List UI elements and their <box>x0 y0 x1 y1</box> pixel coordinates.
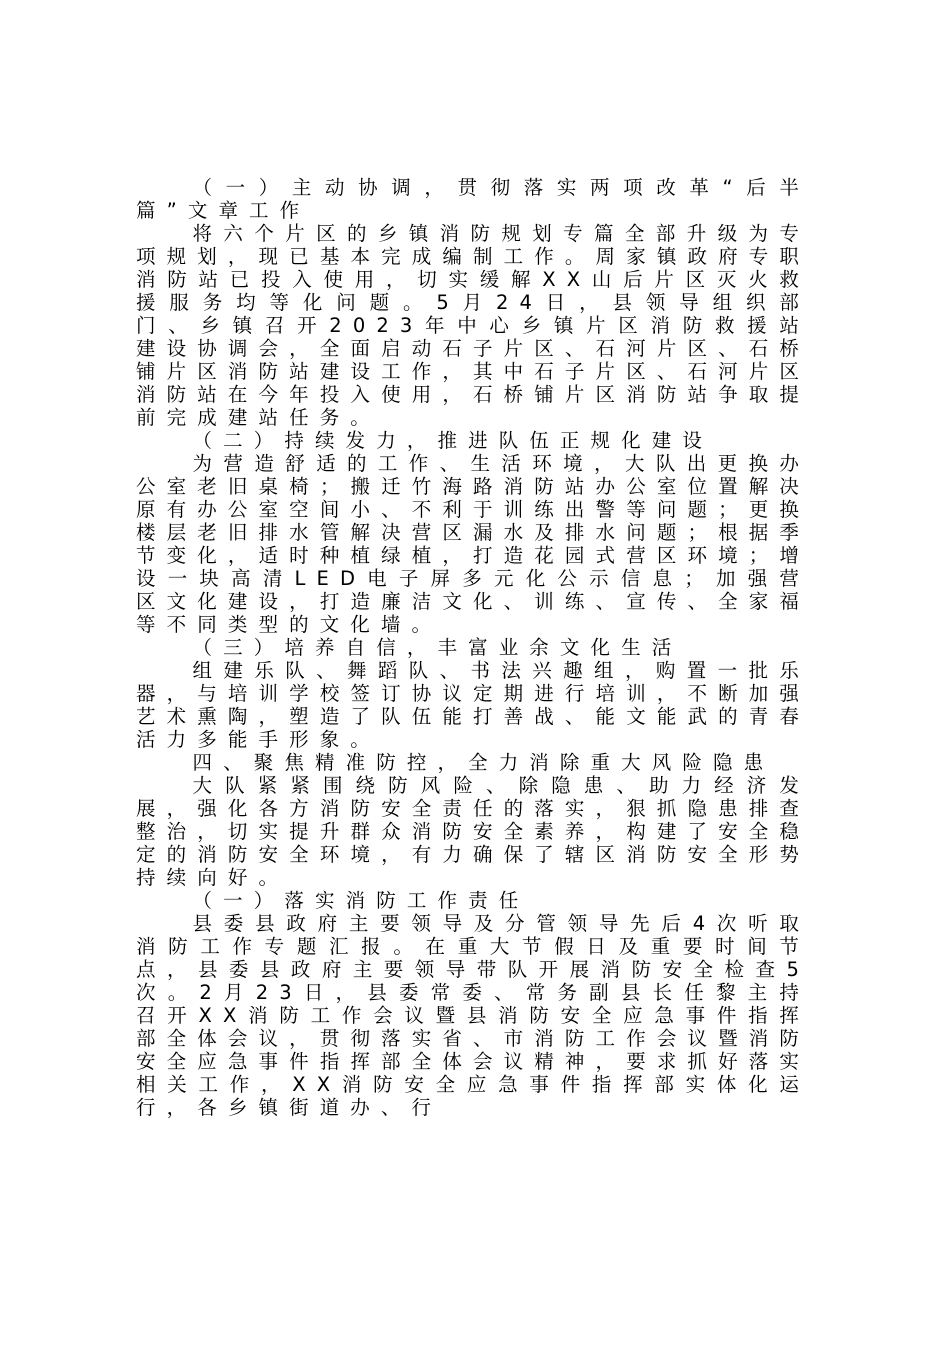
body-paragraph-1: 将六个片区的乡镇消防规划专篇全部升级为专项规划，现已基本完成编制工作。周家镇政府专职消防站已投入使用，切实缓解XX山后片区灭火救援服务均等化问题。5月24日，县领导组织部门、乡镇召开2023年中心乡镇片区消防救援站建设协调会，全面启动石子片区、石河片区、石桥铺片区消防站建设工作，其中石子片区、石河片区消防站在今年投入使用，石桥铺片区消防站争取提前完成建站任务。 <box>136 222 810 429</box>
section-heading-2: （二）持续发力，推进队伍正规化建设 <box>192 429 714 452</box>
section-heading-5: （一）落实消防工作责任 <box>192 889 530 912</box>
section-heading-1: （一）主动协调，贯彻落实两项改革“后半篇”文章工作 <box>136 176 810 222</box>
section-heading-4: 四、聚焦精准防控，全力消除重大风险隐患 <box>192 751 775 774</box>
document-page <box>136 176 810 1119</box>
body-paragraph-3: 组建乐队、舞蹈队、书法兴趣组，购置一批乐器，与培训学校签订协议定期进行培训，不断加强艺术熏陶，塑造了队伍能打善战、能文能武的青春活力多能手形象。 <box>136 659 810 751</box>
body-paragraph-2: 为营造舒适的工作、生活环境，大队出更换办公室老旧桌椅；搬迁竹海路消防站办公室位置解决原有办公室空间小、不利于训练出警等问题；更换楼层老旧排水管解决营区漏水及排水问题；根据季节变化，适时种植绿植，打造花园式营区环境；增设一块高清LED电子屏多元化公示信息；加强营区文化建设，打造廉洁文化、训练、宣传、全家福等不同类型的文化墙。 <box>136 452 810 636</box>
body-paragraph-4: 大队紧紧围绕防风险、除隐患、助力经济发展，强化各方消防安全责任的落实，狠抓隐患排查整治，切实提升群众消防安全素养，构建了安全稳定的消防安全环境，有力确保了辖区消防安全形势持续向好。 <box>136 774 810 889</box>
section-heading-3: （三）培养自信，丰富业余文化生活 <box>192 636 683 659</box>
body-paragraph-5: 县委县政府主要领导及分管领导先后4次听取消防工作专题汇报。在重大节假日及重要时间节点，县委县政府主要领导带队开展消防安全检查5次。2月23日，县委常委、常务副县长任黎主持召开XX消防工作会议暨县消防安全应急事件指挥部全体会议，贯彻落实省、市消防工作会议暨消防安全应急事件指挥部全体会议精神，要求抓好落实相关工作，XX消防安全应急事件指挥部实体化运行，各乡镇街道办、行 <box>136 912 810 1119</box>
